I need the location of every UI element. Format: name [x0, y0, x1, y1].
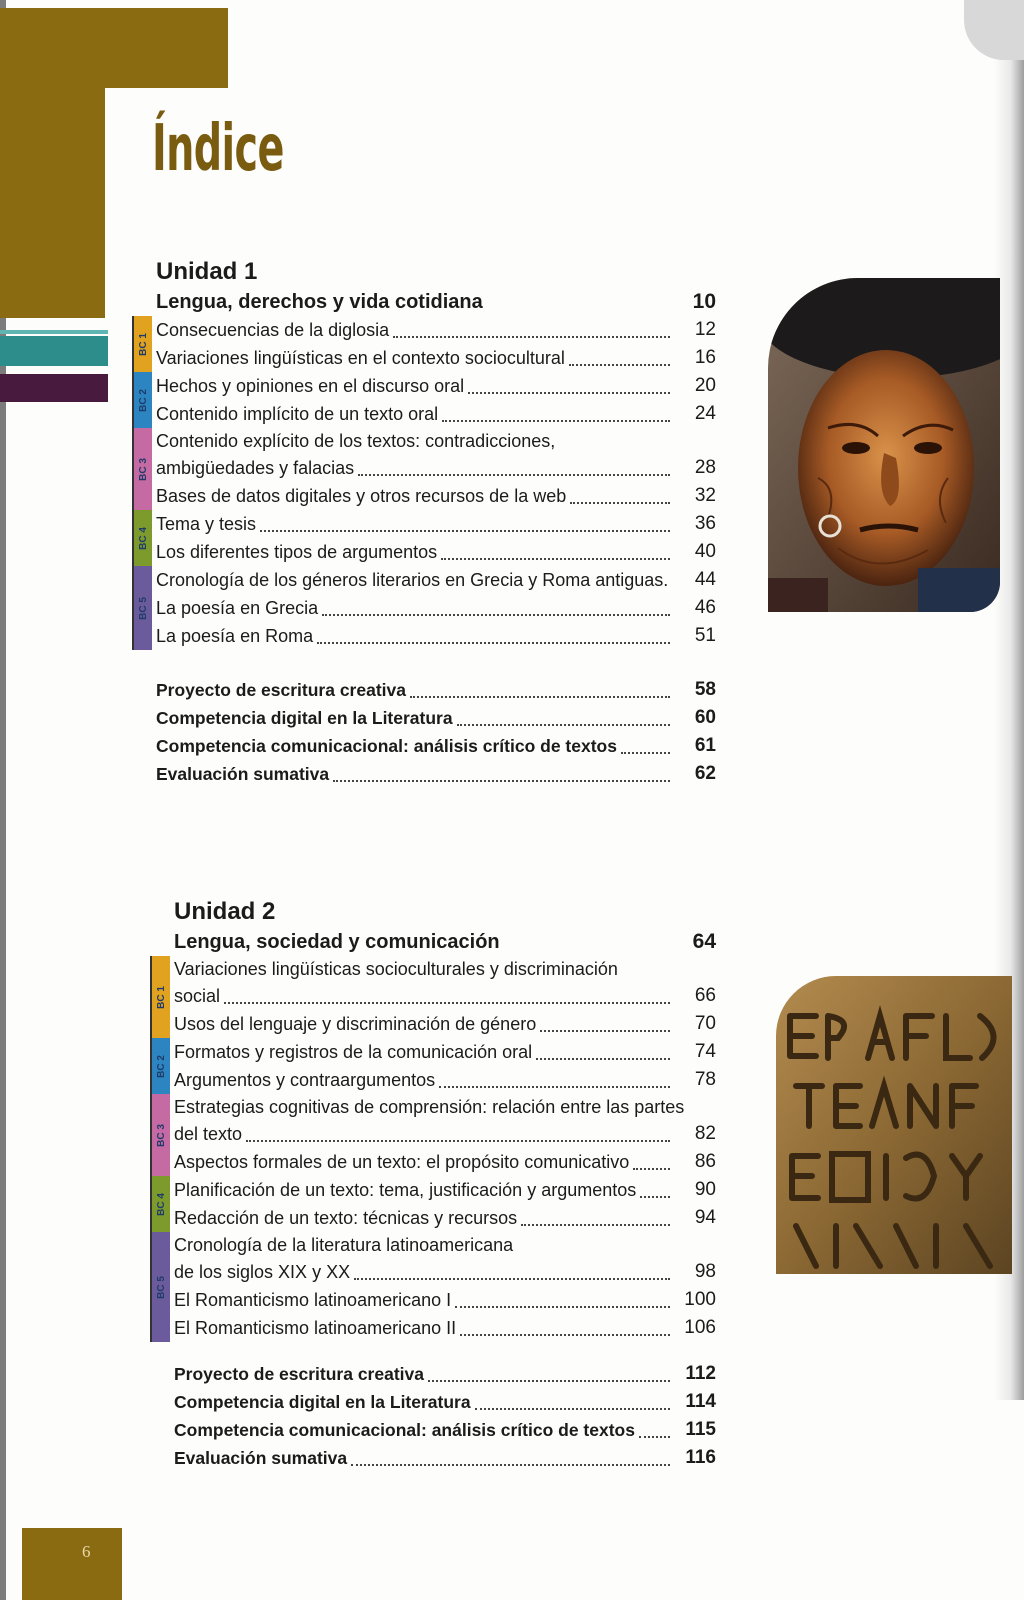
toc-entry-row[interactable] [174, 1286, 734, 1314]
dot-leader [317, 622, 670, 644]
toc-page-number: 116 [685, 1447, 716, 1468]
unit-2-section [155, 896, 734, 1472]
dot-leader [354, 1258, 670, 1280]
toc-extra-row[interactable] [174, 1388, 734, 1416]
block-tab-label: BC 3 [155, 1123, 167, 1147]
toc-entries [174, 956, 734, 1342]
toc-page-number: 16 [694, 347, 716, 368]
toc-entry-label: Evaluación sumativa [174, 1448, 348, 1468]
toc-page-number: 58 [694, 679, 716, 700]
page-corner [964, 0, 1024, 60]
toc-extra-row[interactable] [156, 760, 716, 788]
toc-page-number: 98 [694, 1261, 716, 1282]
toc-page-number: 66 [694, 985, 716, 1006]
dot-leader [246, 1120, 670, 1142]
toc-entry-label: Variaciones lingüísticas en el contexto sociocultural [156, 348, 565, 368]
dot-leader [621, 732, 670, 754]
block-tab-label: BC 1 [137, 332, 149, 356]
toc-page-number: 112 [685, 1363, 716, 1384]
toc-page-number: 90 [694, 1179, 716, 1200]
block-tab-label: BC 5 [155, 1275, 167, 1299]
block-strip [150, 956, 172, 1342]
block-tab-label: BC 5 [137, 596, 149, 620]
toc-page-number: 44 [694, 569, 716, 590]
decorative-teal-line [0, 330, 108, 334]
block-tab-label: BC 3 [137, 457, 149, 481]
dot-leader [260, 510, 670, 532]
toc-page-number: 24 [694, 403, 716, 424]
toc-page-number: 62 [694, 763, 716, 784]
toc-entry-label: El Romanticismo latinoamericano II [174, 1318, 457, 1338]
toc-entry-label: Proyecto de escritura creativa [156, 680, 406, 700]
toc-page-number: 82 [694, 1123, 716, 1144]
toc-extra-row[interactable] [156, 704, 716, 732]
toc-page-number: 28 [694, 457, 716, 478]
toc-page-number: 114 [685, 1391, 716, 1412]
toc-entry-label: Redacción de un texto: técnicas y recursos [174, 1208, 518, 1228]
unit-heading-page: 10 [692, 290, 716, 313]
toc-entry-label: Contenido explícito de los textos: contradicciones, [156, 431, 556, 451]
toc-extra-row[interactable] [156, 732, 716, 760]
toc-entry-label: Competencia digital en la Literatura [156, 708, 453, 728]
toc-page-number: 60 [694, 707, 716, 728]
unit-heading-row[interactable] [174, 928, 734, 956]
dot-leader [540, 1010, 670, 1032]
dot-leader [428, 1360, 670, 1382]
block-tab-label: BC 1 [155, 985, 167, 1009]
toc-entry-label: ambigüedades y falacias [156, 458, 355, 478]
dot-leader [442, 400, 670, 422]
toc-entry-row[interactable] [156, 344, 716, 372]
block-tab-5 [150, 1232, 170, 1342]
elderly-woman-photo [768, 278, 1000, 612]
dot-leader [639, 1416, 670, 1438]
dot-leader [224, 982, 670, 1004]
block-tab-label: BC 4 [155, 1192, 167, 1216]
unit-1-section [137, 256, 716, 788]
toc-page-number: 12 [694, 319, 716, 340]
toc-entry-row[interactable] [156, 482, 716, 510]
toc-entry-label: Argumentos y contraargumentos [174, 1070, 436, 1090]
block-tab-3 [150, 1094, 170, 1176]
decorative-gold-bar-bottom [22, 1528, 122, 1600]
toc-entry-label: Los diferentes tipos de argumentos [156, 542, 438, 562]
toc-page-number: 20 [694, 375, 716, 396]
dot-leader [351, 1444, 670, 1466]
toc-page-number: 46 [694, 597, 716, 618]
toc-page-number: 51 [694, 625, 716, 646]
toc-entry-label: Estrategias cognitivas de comprensión: relación entre las partes [174, 1097, 685, 1117]
toc-entry-label: Aspectos formales de un texto: el propósito comunicativo [174, 1152, 630, 1172]
toc-entry-label: La poesía en Roma [156, 626, 314, 646]
toc-entry-label: El Romanticismo latinoamericano I [174, 1290, 452, 1310]
toc-entry-row[interactable] [174, 1120, 734, 1148]
dot-leader [640, 1176, 670, 1198]
toc-entry-label: social [174, 986, 221, 1006]
toc-entry-label: Formatos y registros de la comunicación oral [174, 1042, 533, 1062]
unit-heading-label: Lengua, sociedad y comunicación [174, 931, 500, 953]
toc-entry-label: del texto [174, 1124, 243, 1144]
toc-entry-label: La poesía en Grecia [156, 598, 319, 618]
dot-leader [455, 1286, 670, 1308]
dot-leader [333, 760, 670, 782]
toc-entry-label: Tema y tesis [156, 514, 257, 534]
toc-entry-row[interactable] [174, 1094, 734, 1120]
toc-entry-row[interactable] [156, 400, 716, 428]
toc-page-number: 61 [694, 735, 716, 756]
block-strip [132, 316, 154, 650]
decorative-teal-band [0, 336, 108, 366]
toc-entry-label: Hechos y opiniones en el discurso oral [156, 376, 465, 396]
engraved-stone-photo [776, 976, 1012, 1274]
toc-page-number: 100 [684, 1289, 716, 1310]
dot-leader [475, 1388, 670, 1410]
decorative-plum-band [0, 374, 108, 402]
toc-page-number: 94 [694, 1207, 716, 1228]
decorative-gold-bar-top [0, 8, 228, 88]
toc-entry-row[interactable] [156, 622, 716, 650]
toc-page-number: 86 [694, 1151, 716, 1172]
toc-entry-label: Variaciones lingüísticas socioculturales y discriminación [174, 959, 618, 979]
decorative-gold-bar-side [0, 80, 105, 318]
block-tab-label: BC 2 [155, 1054, 167, 1078]
unit-title: Unidad 1 [156, 258, 258, 285]
toc-extra-row[interactable] [174, 1360, 734, 1388]
block-tab-3 [132, 428, 152, 510]
block-tab-4 [132, 510, 152, 566]
toc-page-number: 40 [694, 541, 716, 562]
toc-entry-row[interactable] [174, 956, 734, 982]
toc-page-number: 115 [685, 1419, 716, 1440]
toc-entry-label: de los siglos XIX y XX [174, 1262, 351, 1282]
dot-leader [570, 482, 670, 504]
toc-entry-row[interactable] [156, 454, 716, 482]
toc-entry-row[interactable] [174, 982, 734, 1010]
block-tab-label: BC 4 [137, 526, 149, 550]
toc-page-number: 78 [694, 1069, 716, 1090]
toc-entry-row[interactable] [156, 510, 716, 538]
unit-heading-page: 64 [692, 930, 716, 953]
toc-extra-row[interactable] [174, 1416, 734, 1444]
unit-title: Unidad 2 [174, 898, 276, 925]
toc-page-number: 74 [694, 1041, 716, 1062]
dot-leader [457, 704, 670, 726]
dot-leader [393, 316, 670, 338]
toc-entry-row[interactable] [156, 372, 716, 400]
unit-heading-row[interactable] [156, 288, 716, 316]
dot-leader [441, 538, 670, 560]
toc-entry-label: Cronología de los géneros literarios en Grecia y Roma antiguas. [156, 570, 669, 590]
toc-entry-row[interactable] [174, 1148, 734, 1176]
dot-leader [536, 1038, 670, 1060]
toc-entry-row[interactable] [156, 316, 716, 344]
toc-entry-row[interactable] [174, 1258, 734, 1286]
toc-entry-row[interactable] [156, 566, 716, 594]
toc-entry-label: Bases de datos digitales y otros recursos de la web [156, 486, 567, 506]
toc-entry-label: Consecuencias de la diglosia [156, 320, 390, 340]
dot-leader [569, 344, 670, 366]
toc-page-number: 70 [694, 1013, 716, 1034]
toc-extra-row[interactable] [156, 676, 716, 704]
toc-entry-row[interactable] [174, 1176, 734, 1204]
toc-entry-label: Planificación de un texto: tema, justificación y argumentos [174, 1180, 637, 1200]
dot-leader [521, 1204, 670, 1226]
toc-entry-row[interactable] [156, 428, 716, 454]
toc-entry-row[interactable] [174, 1314, 734, 1342]
toc-entry-row[interactable] [174, 1066, 734, 1094]
toc-entry-label: Competencia comunicacional: análisis crítico de textos [174, 1420, 635, 1440]
toc-entry-row[interactable] [156, 538, 716, 566]
page-title: Índice [152, 112, 284, 186]
toc-entry-label: Proyecto de escritura creativa [174, 1364, 424, 1384]
toc-extras [174, 1360, 734, 1472]
block-tab-label: BC 2 [137, 388, 149, 412]
toc-extras [156, 676, 716, 788]
dot-leader [633, 1148, 670, 1170]
block-tab-2 [150, 1038, 170, 1094]
toc-entry-row[interactable] [174, 1038, 734, 1066]
dot-leader [460, 1314, 670, 1336]
toc-entry-label: Contenido implícito de un texto oral [156, 404, 439, 424]
dot-leader [322, 594, 670, 616]
toc-entry-row[interactable] [174, 1010, 734, 1038]
toc-page-number: 106 [684, 1317, 716, 1338]
toc-entry-row[interactable] [174, 1232, 734, 1258]
toc-entries [156, 316, 716, 650]
toc-extra-row[interactable] [174, 1444, 734, 1472]
toc-entry-label: Cronología de la literatura latinoamericana [174, 1235, 514, 1255]
dot-leader [358, 454, 670, 476]
block-tab-2 [132, 372, 152, 428]
block-tab-4 [150, 1176, 170, 1232]
block-tab-1 [150, 956, 170, 1038]
block-tab-5 [132, 566, 152, 650]
toc-entry-label: Evaluación sumativa [156, 764, 330, 784]
dot-leader [410, 676, 670, 698]
dot-leader [439, 1066, 670, 1088]
toc-entry-row[interactable] [174, 1204, 734, 1232]
toc-page-number: 32 [694, 485, 716, 506]
unit-heading-label: Lengua, derechos y vida cotidiana [156, 291, 483, 313]
toc-entry-row[interactable] [156, 594, 716, 622]
page-number: 6 [82, 1542, 91, 1561]
toc-entry-label: Competencia digital en la Literatura [174, 1392, 471, 1412]
toc-page-number: 36 [694, 513, 716, 534]
toc-entry-label: Competencia comunicacional: análisis crítico de textos [156, 736, 617, 756]
dot-leader [468, 372, 670, 394]
toc-entry-label: Usos del lenguaje y discriminación de género [174, 1014, 537, 1034]
block-tab-1 [132, 316, 152, 372]
